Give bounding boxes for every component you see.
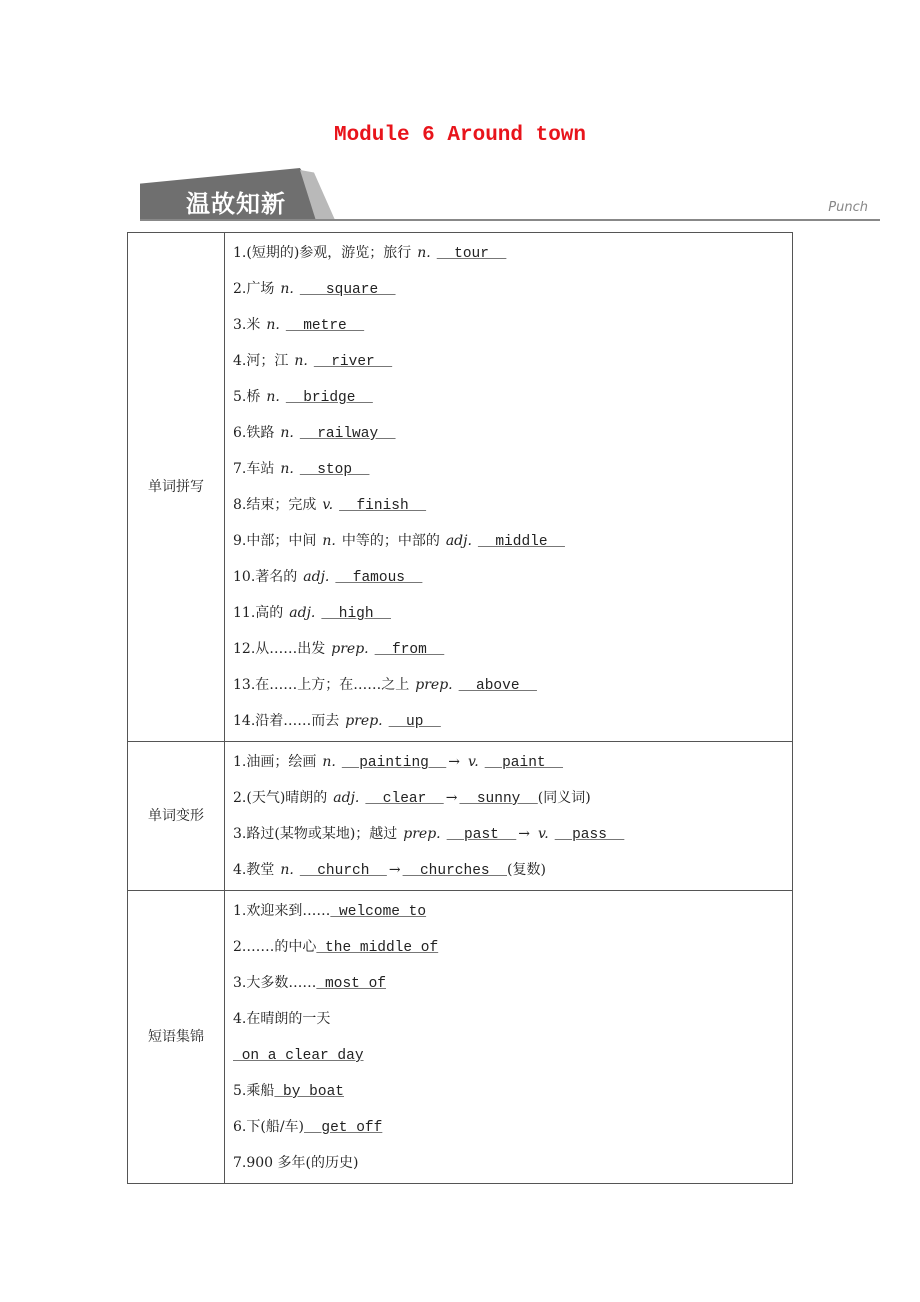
item-text: 6.铁路 — [233, 425, 275, 441]
part-of-speech: v. — [538, 826, 549, 842]
banner-title: 温故知新 — [186, 190, 286, 218]
answer-blank: sunny — [459, 791, 538, 807]
item-text: 3.路过(某物或某地)；越过 — [233, 826, 398, 842]
item-text: 14.沿着……而去 — [233, 713, 340, 729]
item-text: 2.(天气)晴朗的 — [233, 790, 328, 806]
list-item — [233, 1073, 792, 1109]
item-text: (复数) — [507, 862, 546, 878]
part-of-speech: n. — [266, 317, 280, 333]
punch-label: Punch — [828, 200, 868, 215]
list-item — [233, 1001, 792, 1037]
list-item — [233, 929, 792, 965]
answer-blank: stop — [299, 462, 370, 478]
item-text: 3.大多数…… — [233, 975, 317, 991]
answer-blank: painting — [341, 755, 447, 771]
part-of-speech: n. — [280, 281, 294, 297]
list-item — [233, 1109, 792, 1145]
table-section — [128, 891, 793, 1184]
answer-blank: square — [299, 282, 396, 298]
part-of-speech: adj. — [289, 605, 316, 621]
part-of-speech: n. — [280, 461, 294, 477]
part-of-speech: v. — [467, 754, 479, 770]
answer-blank: river — [313, 354, 393, 370]
item-text: 10.著名的 — [233, 569, 298, 585]
vocabulary-table — [127, 232, 793, 1184]
answer-blank: paint — [484, 755, 564, 771]
item-text: 1.油画；绘画 — [233, 754, 317, 770]
item-text: 5.乘船 — [233, 1083, 275, 1099]
list-item — [233, 595, 792, 631]
answer-blank: metre — [285, 318, 365, 334]
table-section — [128, 233, 793, 742]
part-of-speech: prep. — [345, 713, 383, 729]
list-item — [233, 451, 792, 487]
section-label: 单词变形 — [128, 742, 225, 891]
part-of-speech: n. — [280, 862, 294, 878]
module-title: Module 6 Around town — [333, 124, 587, 147]
arrow-icon: → — [388, 862, 401, 878]
item-text: 6.下(船/车) — [233, 1119, 304, 1135]
list-item — [233, 816, 792, 852]
list-item — [233, 487, 792, 523]
section-items — [225, 891, 793, 1184]
item-text: 11.高的 — [233, 605, 284, 621]
item-text: 8.结束；完成 — [233, 497, 317, 513]
list-item — [233, 780, 792, 816]
list-item — [233, 235, 792, 271]
item-text: 7.900 多年(的历史) — [233, 1155, 359, 1171]
answer-blank: by boat — [274, 1084, 344, 1100]
list-item — [233, 1145, 792, 1181]
item-text: 4.教堂 — [233, 862, 275, 878]
section-items — [225, 742, 793, 891]
answer-blank: tour — [436, 246, 507, 262]
answer-blank: up — [388, 714, 441, 730]
part-of-speech: adj. — [333, 790, 360, 806]
answer-blank: clear — [365, 791, 444, 807]
item-text: (同义词) — [537, 790, 591, 806]
item-text: 2.……的中心 — [233, 939, 317, 955]
arrow-icon: → — [448, 754, 460, 770]
answer-blank: above — [458, 678, 537, 694]
part-of-speech: n. — [322, 533, 336, 549]
answer-blank: railway — [299, 426, 396, 442]
answer-blank: the middle of — [316, 940, 439, 956]
answer-blank: welcome to — [330, 904, 427, 920]
list-item — [233, 559, 792, 595]
list-item — [233, 379, 792, 415]
item-text: 1.欢迎来到…… — [233, 903, 331, 919]
answer-blank: from — [374, 642, 445, 658]
answer-blank: bridge — [285, 390, 373, 406]
item-text: 3.米 — [233, 317, 261, 333]
item-text: 中等的；中部的 — [341, 533, 440, 549]
answer-blank: on a clear day — [233, 1048, 364, 1064]
item-text: 4.在晴朗的一天 — [233, 1011, 331, 1027]
answer-blank: get off — [304, 1120, 383, 1136]
part-of-speech: n. — [280, 425, 294, 441]
part-of-speech: n. — [266, 389, 280, 405]
list-item — [233, 1037, 792, 1073]
item-text: 12.从……出发 — [233, 641, 326, 657]
arrow-icon: → — [518, 826, 530, 842]
divider — [140, 219, 880, 221]
list-item — [233, 307, 792, 343]
arrow-icon: → — [445, 790, 458, 806]
list-item — [233, 893, 792, 929]
item-text: 7.车站 — [233, 461, 275, 477]
section-items — [225, 233, 793, 742]
item-text: 4.河；江 — [233, 353, 289, 369]
part-of-speech: n. — [322, 754, 336, 770]
answer-blank: pass — [554, 827, 625, 843]
list-item — [233, 523, 792, 559]
list-item — [233, 271, 792, 307]
answer-blank: famous — [335, 570, 423, 586]
answer-blank: past — [446, 827, 517, 843]
list-item — [233, 667, 792, 703]
section-label: 短语集锦 — [128, 891, 225, 1184]
answer-blank: most of — [316, 976, 386, 992]
item-text: 13.在……上方；在……之上 — [233, 677, 410, 693]
item-text: 2.广场 — [233, 281, 275, 297]
list-item — [233, 415, 792, 451]
list-item — [233, 744, 792, 780]
part-of-speech: prep. — [331, 641, 369, 657]
table-section — [128, 742, 793, 891]
part-of-speech: adj. — [303, 569, 330, 585]
part-of-speech: v. — [322, 497, 334, 513]
item-text: 5.桥 — [233, 389, 261, 405]
item-text: 9.中部；中间 — [233, 533, 317, 549]
answer-blank: high — [321, 606, 391, 622]
list-item — [233, 631, 792, 667]
section-banner — [140, 168, 335, 220]
part-of-speech: prep. — [403, 826, 441, 842]
answer-blank: churches — [402, 863, 507, 879]
list-item — [233, 852, 792, 888]
list-item — [233, 343, 792, 379]
answer-blank: church — [299, 863, 387, 879]
section-label: 单词拼写 — [128, 233, 225, 742]
list-item — [233, 965, 792, 1001]
part-of-speech: prep. — [415, 677, 453, 693]
part-of-speech: n. — [417, 245, 431, 261]
answer-blank: finish — [339, 498, 427, 514]
part-of-speech: adj. — [445, 533, 472, 549]
list-item — [233, 703, 792, 739]
item-text: 1.(短期的)参观，游览；旅行 — [233, 245, 412, 261]
part-of-speech: n. — [294, 353, 308, 369]
answer-blank: middle — [477, 534, 565, 550]
